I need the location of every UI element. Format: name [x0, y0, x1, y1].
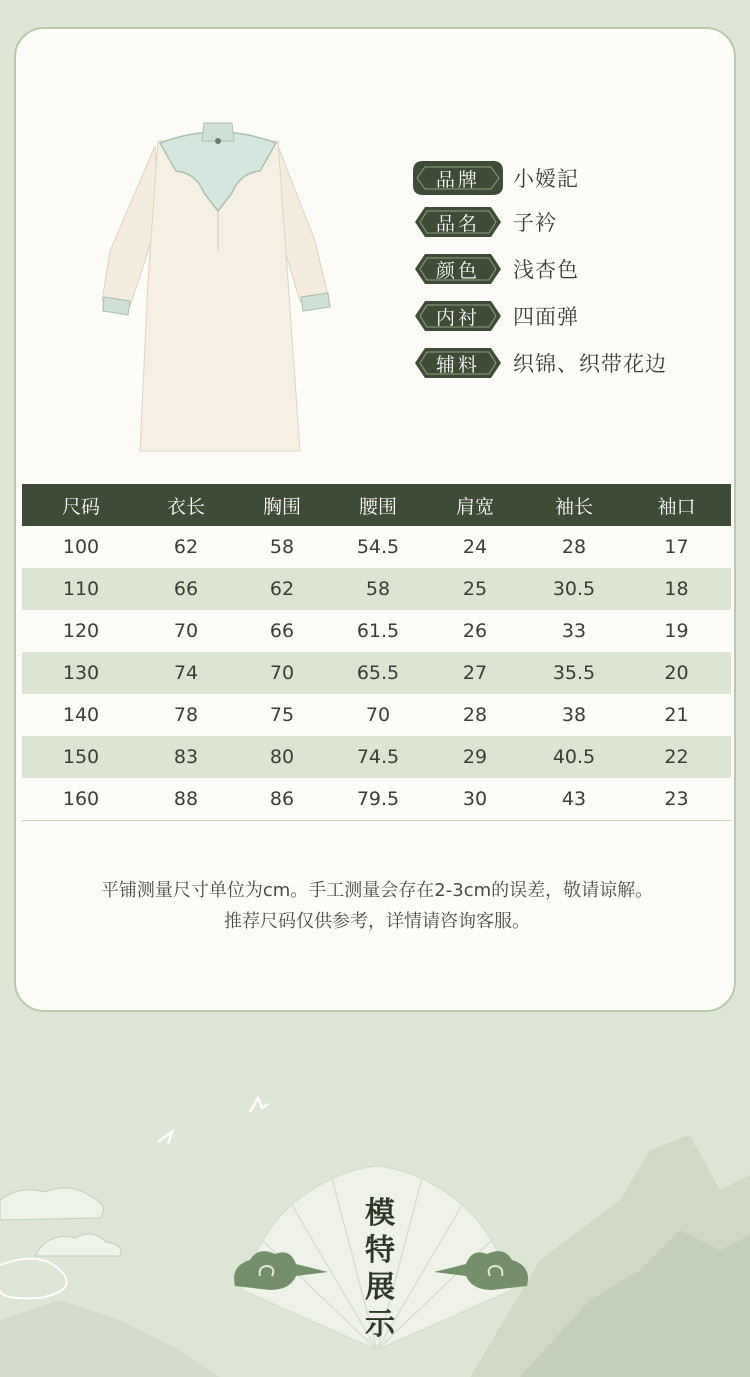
info-row-brand — [413, 160, 579, 196]
info-label: 品牌 — [435, 168, 480, 191]
table-cell: 80 — [232, 736, 332, 778]
table-row — [22, 778, 731, 821]
table-cell: 70 — [173, 620, 199, 642]
table-cell: 26 — [462, 620, 488, 642]
info-row-accessories — [413, 345, 667, 381]
table-header-cell: 胸围 — [232, 484, 332, 526]
table-row — [22, 694, 731, 736]
table-row — [22, 652, 731, 694]
section-title-char: 模 — [365, 1196, 395, 1231]
info-value-product-name: 子衿 — [513, 211, 557, 235]
table-row — [22, 568, 731, 610]
table-header-cell: 衣长 — [140, 484, 232, 526]
info-value-accessories: 织锦、织带花边 — [513, 352, 667, 376]
measurement-note-line1: 平铺测量尺寸单位为cm。手工测量会存在2-3cm的误差，敬请谅解。 — [100, 880, 654, 901]
table-cell: 21 — [664, 704, 689, 726]
size-info-card — [14, 27, 736, 1012]
table-cell: 58 — [332, 568, 424, 610]
table-cell: 17 — [664, 536, 689, 558]
table-cell: 35.5 — [526, 652, 622, 694]
table-header-cell: 肩宽 — [424, 484, 526, 526]
size-table — [22, 484, 731, 821]
table-cell: 75 — [269, 704, 295, 726]
table-cell: 140 — [62, 704, 100, 726]
info-value-lining: 四面弹 — [513, 305, 579, 329]
info-label: 内衬 — [435, 306, 480, 329]
table-cell: 28 — [561, 536, 587, 558]
info-label-tag — [413, 161, 503, 195]
table-cell: 27 — [424, 652, 526, 694]
table-cell: 61.5 — [356, 620, 400, 642]
table-cell: 20 — [622, 652, 731, 694]
table-cell: 150 — [22, 736, 140, 778]
table-cell: 70 — [365, 704, 391, 726]
table-cell: 86 — [232, 778, 332, 821]
table-cell: 88 — [140, 778, 232, 821]
table-cell: 120 — [62, 620, 100, 642]
dress-image — [100, 101, 340, 461]
section-title-char: 特 — [365, 1233, 395, 1268]
table-cell: 100 — [62, 536, 100, 558]
info-value-color: 浅杏色 — [513, 258, 579, 282]
table-cell: 74.5 — [332, 736, 424, 778]
table-cell: 62 — [173, 536, 199, 558]
cloud-scroll-right-icon — [432, 1246, 532, 1296]
info-label: 品名 — [435, 212, 480, 235]
info-label-tag — [413, 299, 503, 333]
table-cell: 30 — [424, 778, 526, 821]
table-cell: 79.5 — [332, 778, 424, 821]
table-row — [22, 610, 731, 652]
section-title-char: 展 — [365, 1270, 395, 1305]
table-cell: 58 — [269, 536, 295, 558]
table-cell: 18 — [622, 568, 731, 610]
table-cell: 28 — [462, 704, 488, 726]
table-cell: 160 — [22, 778, 140, 821]
info-label-tag — [413, 252, 503, 286]
table-cell: 43 — [526, 778, 622, 821]
table-row — [22, 736, 731, 778]
table-cell: 40.5 — [526, 736, 622, 778]
table-cell: 110 — [22, 568, 140, 610]
table-cell: 38 — [561, 704, 587, 726]
table-cell: 62 — [232, 568, 332, 610]
table-cell: 23 — [622, 778, 731, 821]
table-cell: 19 — [664, 620, 689, 642]
info-row-color — [413, 251, 579, 287]
info-row-product-name — [413, 204, 557, 240]
table-cell: 83 — [140, 736, 232, 778]
table-cell: 54.5 — [356, 536, 400, 558]
table-header-cell: 腰围 — [332, 484, 424, 526]
table-cell: 29 — [424, 736, 526, 778]
table-header-cell: 袖口 — [622, 484, 731, 526]
table-header-row — [22, 484, 731, 526]
info-label: 辅料 — [435, 353, 480, 376]
table-cell: 22 — [622, 736, 731, 778]
table-cell: 66 — [269, 620, 295, 642]
info-row-lining — [413, 298, 579, 334]
measurement-note-line2: 推荐尺码仅供参考，详情请咨询客服。 — [224, 911, 530, 932]
table-cell: 78 — [173, 704, 199, 726]
cloud-scroll-left-icon — [230, 1246, 330, 1296]
info-value-brand: 小嫒記 — [513, 167, 579, 191]
table-cell: 130 — [22, 652, 140, 694]
table-cell: 25 — [424, 568, 526, 610]
info-label-tag — [413, 346, 503, 380]
table-cell: 74 — [140, 652, 232, 694]
table-cell: 66 — [140, 568, 232, 610]
table-cell: 65.5 — [332, 652, 424, 694]
info-label: 颜色 — [435, 259, 480, 282]
table-header-cell: 袖长 — [526, 484, 622, 526]
table-header-cell: 尺码 — [22, 484, 140, 526]
section-title-char: 示 — [365, 1307, 395, 1342]
table-cell: 30.5 — [526, 568, 622, 610]
table-cell: 70 — [232, 652, 332, 694]
table-cell: 24 — [462, 536, 488, 558]
info-label-tag — [413, 205, 503, 239]
table-row — [22, 526, 731, 568]
table-cell: 33 — [561, 620, 587, 642]
